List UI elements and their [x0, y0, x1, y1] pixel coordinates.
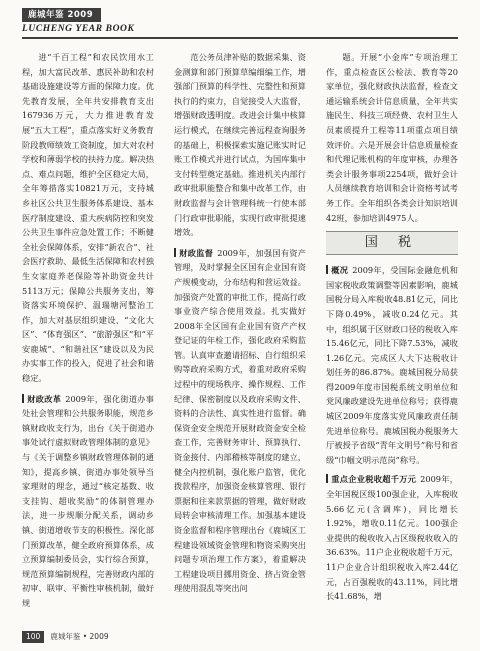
section-label: 财政改革 — [27, 393, 62, 404]
yearbook-tab: 鹿城年鉴 2009 — [22, 8, 101, 22]
section-marker — [22, 394, 24, 403]
section-finance-supervision — [174, 246, 306, 596]
section-label: 财政监督 — [179, 247, 214, 258]
section-finance-reform — [22, 392, 154, 611]
paragraph: 题。开展“小金库”专项治理工作，重点检查区公检法、教育等20家单位，强化财政执法监督，检查文通运输系统会计信息质量，全年共实施民生、科技三项经费、农村卫生人员素质提升工程等11项重点项目绩效评价。六是开展会计信息质量检查和代理记账机构的年度审核，办理各类会计服务事项2254项，做好会计人员继续教育培训和会计资格考试考务工作。全年组织各类会计知识培训42班，参加培训4975人。 — [326, 52, 458, 223]
paragraph: 范公务员津补贴的数据采集、资金测算和部门预算草编细编工作，增强部门预算的科学性、完整性和预算执行的约束力，自觉接受人大监督，增强财政透明度。改进会计集中核算运行模式，在继续完善远程查询服务的基础上，积极探索实施记账实时记账工作模式并进行试点，为国库集中支付转型奠定基础。推进机关内部行政审批职能整合和集中改革工作，由财政监督与会计管理科统一行使本部门行政审批职能，实现行政审批提速增效。 — [174, 52, 306, 238]
section-label: 重点企业税收超千万元 — [331, 474, 417, 485]
column-2 — [174, 50, 306, 596]
footer-title: 鹿城年鉴 • 2009 — [50, 632, 109, 641]
section-text: 2009年，强化街道办事处社会管理和公共服务职能，规范乡镇财政收支行为，出台《关于街道办事处试行虚拟财政管理体制的意见》与《关于调整乡镇财政管理体制的通知》，提高乡镇、街道办事处领导当家理财的理念，通过“核定基数、收支挂钩、超收奖励”的体制管理办法，进一步规顺分配关系，调动乡镇、街道增收节支的积极性。深化部门预算改革，健全政府预算体系，成立预算编制委员会，实行综合预算，规范预算编制规程，完善财政内部的初审、联审、平衡性审核机制，做好规 — [22, 393, 154, 608]
column-3 — [326, 50, 458, 604]
paragraph: 进“千百工程”和农民饮用水工程，加大富民改革、惠民补助和农村基础设施建设等方面的保障力度。优先教育发展，全年共安排教育支出167936万元，大力推进教育发展“五大工程”，重点落实好义务教育阶段教师绩效工资制度，加大对农村学校和薄弱学校的扶持力度。解决热点、难点问题，维护全区稳定大局，全年筹措落实10821万元，支持城乡社区公共卫生服务体系建设、基本医疗制度建设、重大疾病防控和突发公共卫生事件应急处置工作；不断健全社会保障体系，安排“新农合”、社会医疗救助、最低生活保障和农村独生女家庭养老保险等补助资金共计5113万元；保障公共服务支出，筹资落实环境保护、温瑞塘河整治工作，加大对基层组织建设、“文化大区”、“体育强区”、“旅游强区”和“平安鹿城”、“和谐社区”建设以及为民办实事工作的投入，促进了社会和谐稳定。 — [22, 52, 154, 384]
section-key-enterprises — [326, 472, 458, 603]
section-overview — [326, 263, 458, 467]
section-banner-national-tax: 国 税 — [326, 231, 458, 255]
section-label: 概况 — [331, 265, 349, 276]
section-text: 2009年，受国际金融危机和国家税收政策调整等因素影响，鹿城国税分局入库税收48.81亿元，同比下降0.49%，减收0.24亿元。其中，组织属于区财政口径的税收入库15.46亿元，同比下降7.53%，减收1.26亿元。完成区人大下达税收计划任务的86.87%。鹿城国税分局获得2009年度市国税系统文明单位和党风廉政建设先进单位称号；获得鹿城区2009年度落实党风廉政责任制先进单位称号。鹿城国税办税服务大厅被授予省级“青年文明号”称号和省级“巾帼文明示范岗”称号。 — [326, 265, 458, 465]
page-number: 100 — [22, 631, 44, 643]
section-marker — [174, 248, 176, 257]
section-marker — [326, 474, 328, 483]
section-text: 2009年，加强国有资产管理，及时掌握全区国有企业国有资产规模变动，分布结构和营运效益。加强资产处置的审批工作，提高行政事业资产综合使用效益。扎实做好2008年全区国有企业国有资产产权登记证的年检工作，强化政府采购监管。认真审查邀请招标、自行组织采购等政府采购方式，着重对政府采购过程中的现场秩序、操作规程、工作纪律、保密制度以及政府采购文件、资料的合法性、真实性进行监督。确保资金安全规范开展财政资金安全检查工作，完善财务审计、预算执行、资金接付、内部稽核等制度的建立，健全内控机制，强化账户监管，优化拨款程序，加强资金核算管理、银行票据和往来款票据的管理，做好财政局转会审核清理工作。加强基本建设资金监督和程序管理出台《鹿城区工程建设领域资金管理和物资采购突出问题专项治理工作方案》，着重解决工程建设项目挪用资金、挤占资金管理使用混乱等突出问 — [174, 247, 306, 594]
page-header — [0, 0, 480, 44]
header-rule — [22, 37, 458, 39]
section-marker — [326, 265, 328, 274]
section-text: 2009年，全年国税区级100强企业，入库税收5.66亿元(含调库)，同比增长1.92%，增收0.11亿元。100强企业提供的税收收入占区级税收收入的36.63%。11户企业税收超千万元，11户企业合计组织税收入库2.44亿元，占百强税收的43.11%，同比增长41.68%，增 — [326, 474, 458, 602]
yearbook-subtitle: LUCHENG YEAR BOOK — [22, 24, 135, 34]
column-1 — [22, 50, 154, 611]
page-footer — [22, 631, 458, 643]
